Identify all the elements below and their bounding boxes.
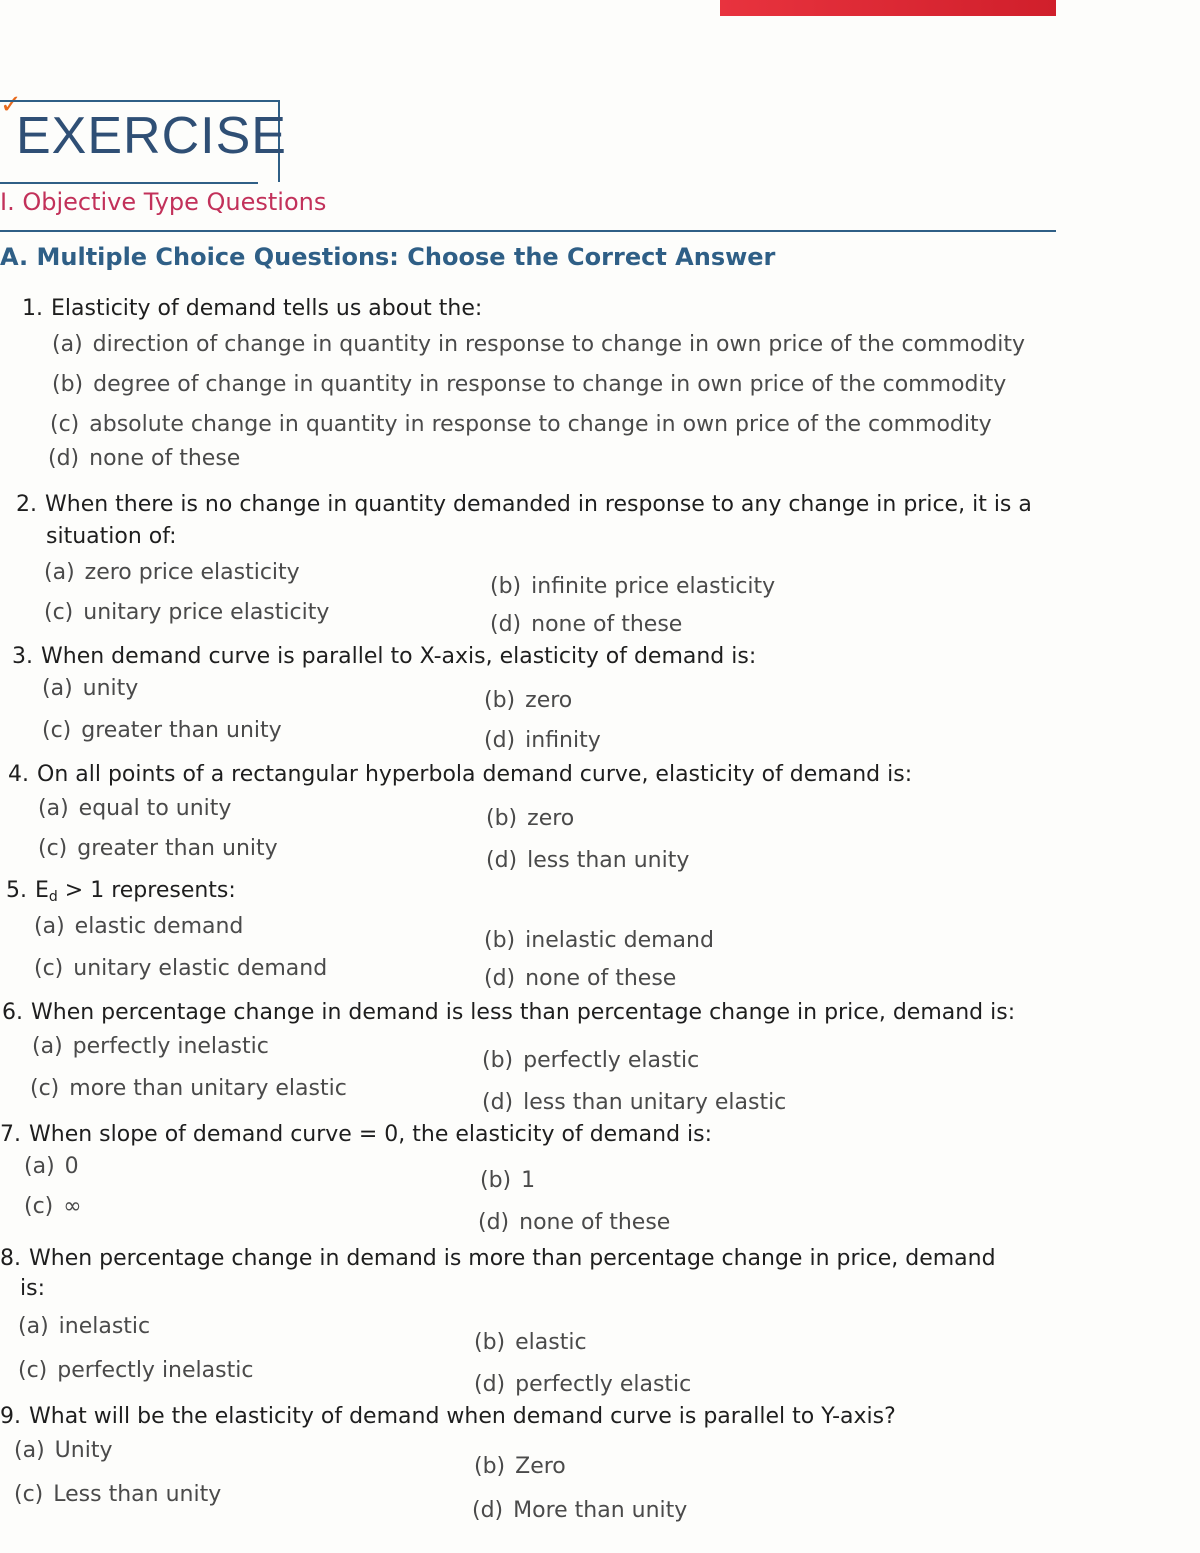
q5-option-b: (b) inelastic demand bbox=[484, 928, 714, 953]
q5-option-a: (a) elastic demand bbox=[34, 914, 244, 939]
divider bbox=[0, 230, 1056, 232]
q4-option-d: (d) less than unity bbox=[486, 848, 690, 873]
q7-option-d: (d) none of these bbox=[478, 1210, 671, 1235]
question-7: 7. When slope of demand curve = 0, the elasticity of demand is: bbox=[0, 1122, 713, 1147]
question-2-cont: situation of: bbox=[46, 524, 177, 549]
q6-option-a: (a) perfectly inelastic bbox=[32, 1034, 269, 1059]
q9-option-b: (b) Zero bbox=[474, 1454, 566, 1479]
q9-option-a: (a) Unity bbox=[14, 1438, 113, 1463]
q8-option-b: (b) elastic bbox=[474, 1330, 587, 1355]
q5-option-c: (c) unitary elastic demand bbox=[34, 956, 328, 981]
q8-option-c: (c) perfectly inelastic bbox=[18, 1358, 254, 1383]
question-number: 1. bbox=[22, 296, 43, 321]
q1-option-c: (c) absolute change in quantity in response to change in own price of the commodity bbox=[50, 412, 992, 437]
q2-option-a: (a) zero price elasticity bbox=[44, 560, 300, 585]
q1-option-b: (b) degree of change in quantity in response to change in own price of the commodity bbox=[52, 372, 1007, 397]
q6-option-c: (c) more than unitary elastic bbox=[30, 1076, 347, 1101]
q7-option-a: (a) 0 bbox=[24, 1154, 79, 1179]
q2-option-c: (c) unitary price elasticity bbox=[44, 600, 330, 625]
q1-option-a: (a) direction of change in quantity in response to change in own price of the commodity bbox=[52, 332, 1026, 357]
q5-option-d: (d) none of these bbox=[484, 966, 677, 991]
question-text: Elasticity of demand tells us about the: bbox=[51, 296, 483, 321]
q4-option-a: (a) equal to unity bbox=[38, 796, 232, 821]
q2-option-b: (b) infinite price elasticity bbox=[490, 574, 776, 599]
question-9: 9. What will be the elasticity of demand when demand curve is parallel to Y-axis? bbox=[0, 1404, 896, 1429]
exercise-title: EXERCISE bbox=[16, 107, 287, 165]
q7-option-b: (b) 1 bbox=[480, 1168, 536, 1193]
q9-option-c: (c) Less than unity bbox=[14, 1482, 222, 1507]
q2-option-d: (d) none of these bbox=[490, 612, 683, 637]
q3-option-d: (d) infinity bbox=[484, 728, 601, 753]
question-3: 3. When demand curve is parallel to X-axis, elasticity of demand is: bbox=[12, 644, 757, 669]
header-color-bar bbox=[720, 0, 1056, 16]
question-1 bbox=[22, 292, 482, 326]
q7-option-c: (c) ∞ bbox=[24, 1194, 82, 1219]
q6-option-b: (b) perfectly elastic bbox=[482, 1048, 700, 1073]
q6-option-d: (d) less than unitary elastic bbox=[482, 1090, 787, 1115]
q1-option-d: (d) none of these bbox=[48, 446, 241, 471]
q8-option-d: (d) perfectly elastic bbox=[474, 1372, 692, 1397]
question-6: 6. When percentage change in demand is less than percentage change in price, demand is: bbox=[2, 1000, 1016, 1025]
q3-option-b: (b) zero bbox=[484, 688, 573, 713]
subsection-title: A. Multiple Choice Questions: Choose the Correct Answer bbox=[0, 243, 776, 271]
question-8-cont: is: bbox=[20, 1276, 45, 1301]
tick-icon: ✓ bbox=[0, 90, 22, 120]
q4-option-b: (b) zero bbox=[486, 806, 575, 831]
question-2: 2. When there is no change in quantity demanded in response to any change in price, it is a bbox=[16, 492, 1032, 517]
question-8: 8. When percentage change in demand is more than percentage change in price, demand bbox=[0, 1246, 996, 1271]
q3-option-c: (c) greater than unity bbox=[42, 718, 282, 743]
section-title: I. Objective Type Questions bbox=[0, 188, 327, 216]
q9-option-d: (d) More than unity bbox=[472, 1498, 688, 1523]
q8-option-a: (a) inelastic bbox=[18, 1314, 151, 1339]
q4-option-c: (c) greater than unity bbox=[38, 836, 278, 861]
q3-option-a: (a) unity bbox=[42, 676, 139, 701]
question-4: 4. On all points of a rectangular hyperbola demand curve, elasticity of demand is: bbox=[8, 762, 913, 787]
question-5: 5. $E_d > 1$ represents: bbox=[6, 878, 236, 905]
